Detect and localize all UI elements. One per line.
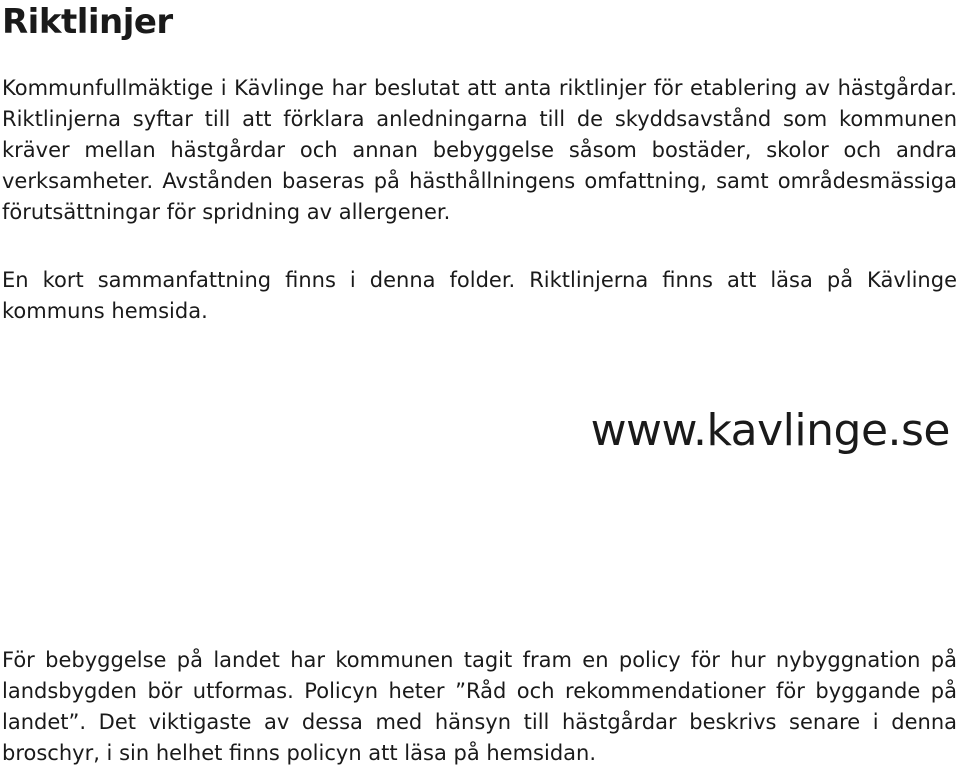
policy-paragraph: För bebyggelse på landet har kommunen tagit fram en policy för hur nybyggnation på landsbygden bör utformas. Policyn heter ”Råd och rekommendationer för byggande på landet”. Det viktigaste av dessa med hänsyn till hästgårdar beskrivs senare i denna broschyr, i sin helhet finns policyn att läsa på hemsidan. xyxy=(2,648,957,765)
page-title: Riktlinjer xyxy=(2,2,173,42)
intro-paragraph: Kommunfullmäktige i Kävlinge har beslutat att anta riktlinjer för etablering av hästgårdar. Riktlinjerna syftar till att förklara anledningarna till de skyddsavstånd som kommunen kräver mellan hästgårdar och annan bebyggelse såsom bostäder, skolor och andra verksamheter. Avstånden baseras på hästhållningens omfattning, samt områdesmässiga förutsättningar för spridning av allergener. xyxy=(2,76,957,224)
website-url: www.kavlinge.se xyxy=(590,405,950,456)
summary-paragraph: En kort sammanfattning finns i denna folder. Riktlinjerna finns att läsa på Kävlinge kommuns hemsida. xyxy=(2,268,957,323)
